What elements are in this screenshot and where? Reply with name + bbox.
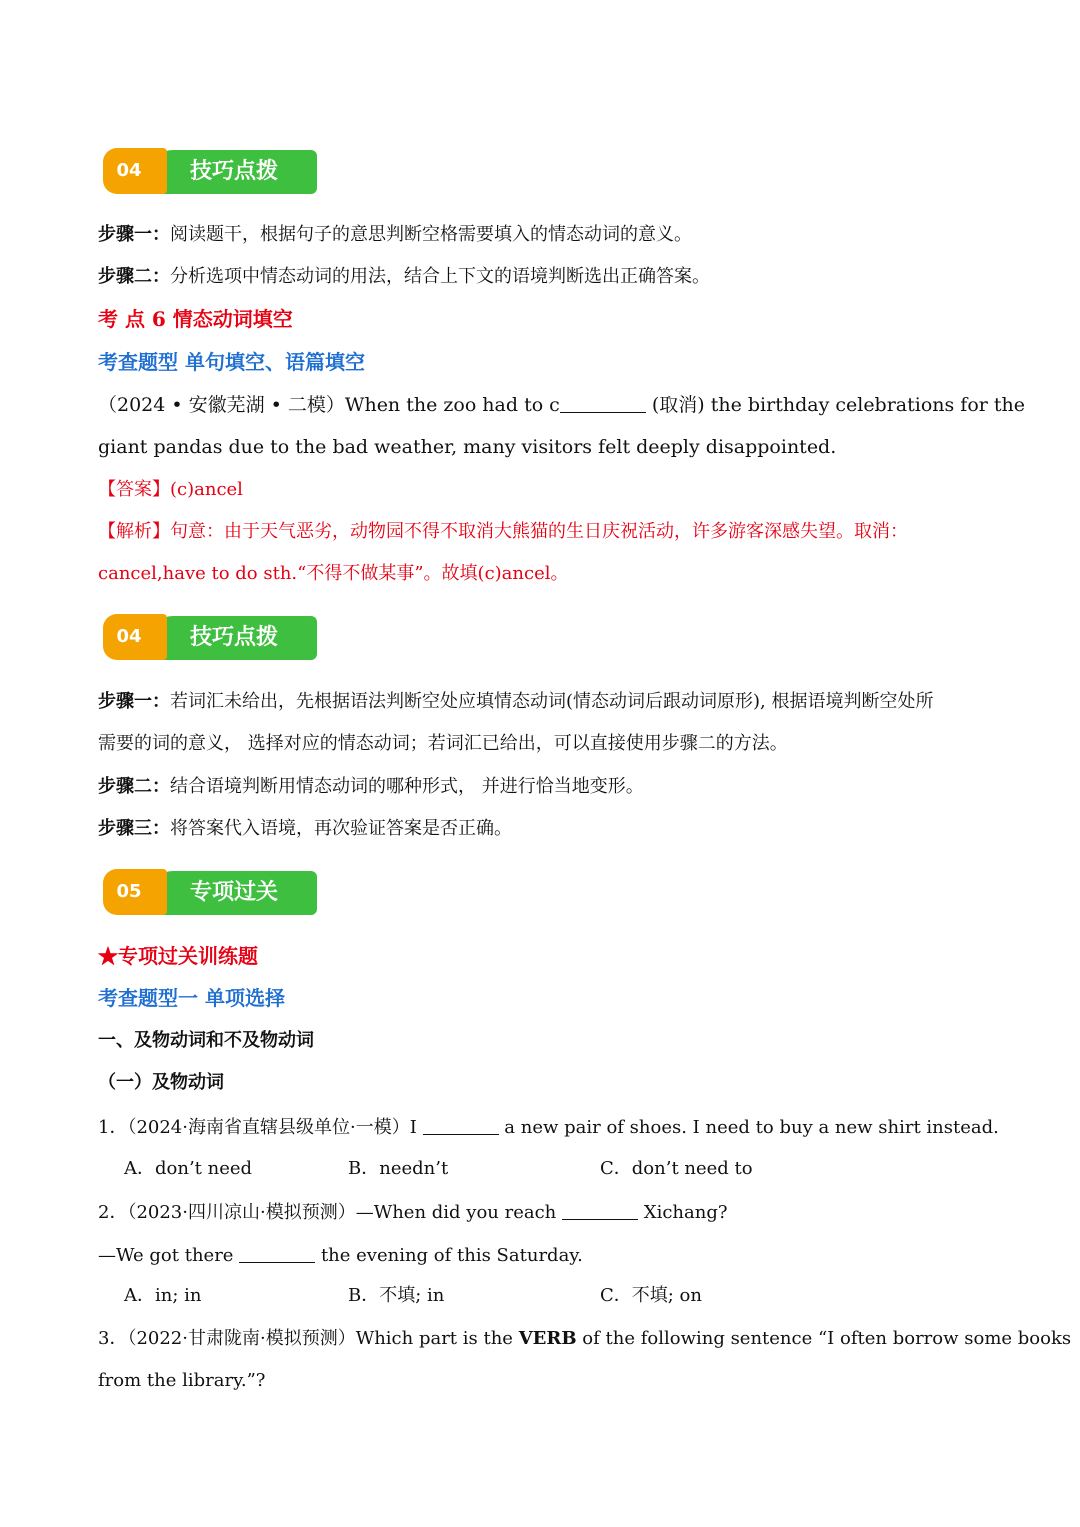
step-line: 步骤一：阅读题干，根据句子的意思判断空格需要填入的情态动词的意义。 <box>98 224 692 245</box>
example-question-cont: giant pandas due to the bad weather, many visitors felt deeply disappointed. <box>98 436 837 458</box>
question-2: 2．（2023·四川凉山·模拟预测）—When did you reach Xichang? <box>98 1199 984 1225</box>
question-2-cont: —We got there the evening of this Saturday. <box>98 1242 984 1268</box>
question-3-cont: from the library.”? <box>98 1370 266 1391</box>
badge-number: 05 <box>103 869 167 915</box>
question-3: 3．（2022·甘肃陇南·模拟预测）Which part is the VERB of the following sentence “I often borrow some books <box>98 1328 1072 1349</box>
section-badge-practice <box>103 869 317 919</box>
answer: 【答案】(c)ancel <box>98 479 243 500</box>
step-line: 步骤三：将答案代入语境，再次验证答案是否正确。 <box>98 818 512 839</box>
question-type-heading: 考查题型 单句填空、语篇填空 <box>98 350 365 374</box>
option-c[interactable]: C．don’t need to <box>600 1158 753 1179</box>
step-line: 步骤二：结合语境判断用情态动词的哪种形式， 并进行恰当地变形。 <box>98 776 644 797</box>
badge-title: 专项过关 <box>151 871 317 915</box>
option-c[interactable]: C．不填; on <box>600 1285 702 1306</box>
step-line-cont: 需要的词的意义， 选择对应的情态动词；若词汇已给出，可以直接使用步骤二的方法。 <box>98 733 788 754</box>
kaodian-heading: 考 点 6 情态动词填空 <box>98 307 293 331</box>
option-a[interactable]: A．in; in <box>124 1285 202 1306</box>
practice-heading: ★专项过关训练题 <box>98 944 258 968</box>
example-question: （2024 • 安徽芜湖 • 二模）When the zoo had to c (取消) the birthday celebrations for the <box>98 394 1026 416</box>
analysis: 【解析】句意：由于天气恶劣，动物园不得不取消大熊猫的生日庆祝活动，许多游客深感失望。取消： <box>98 521 908 542</box>
subsection-heading: 一、及物动词和不及物动词 <box>98 1030 314 1051</box>
badge-number: 04 <box>103 148 167 194</box>
section-badge-tips-2 <box>103 614 317 664</box>
practice-type-heading: 考查题型一 单项选择 <box>98 986 285 1010</box>
question-1: 1．（2024·海南省直辖县级单位·一模）I a new pair of shoes. I need to buy a new shirt instead. <box>98 1114 984 1140</box>
option-b[interactable]: B．needn’t <box>348 1158 449 1179</box>
badge-number: 04 <box>103 614 167 660</box>
step-line: 步骤一：若词汇未给出，先根据语法判断空处应填情态动词(情态动词后跟动词原形), 根据语境判断空处所 <box>98 691 934 712</box>
option-a[interactable]: A．don’t need <box>124 1158 253 1179</box>
section-badge-tips-1 <box>103 148 317 198</box>
step-line: 步骤二：分析选项中情态动词的用法，结合上下文的语境判断选出正确答案。 <box>98 266 710 287</box>
analysis-cont: cancel,have to do sth.“不得不做某事”。故填(c)ancel。 <box>98 563 569 584</box>
badge-title: 技巧点拨 <box>151 150 317 194</box>
subsection-heading: （一）及物动词 <box>98 1072 224 1093</box>
badge-title: 技巧点拨 <box>151 616 317 660</box>
option-b[interactable]: B．不填; in <box>348 1285 445 1306</box>
